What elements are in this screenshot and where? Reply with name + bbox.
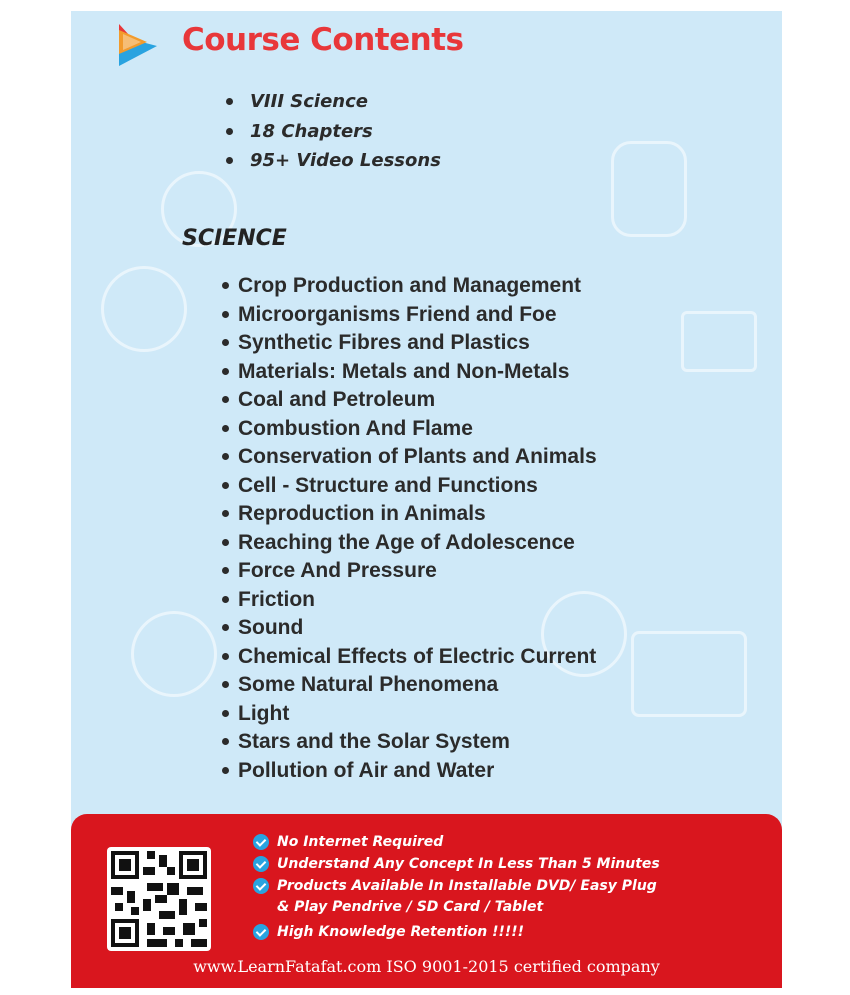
check-circle-icon — [253, 924, 269, 940]
doodle-decoration — [101, 266, 187, 352]
topic-item: Sound — [219, 615, 597, 644]
topic-item: Cell - Structure and Functions — [219, 473, 597, 502]
course-info-list — [224, 90, 441, 179]
list-item: 18 Chapters — [224, 120, 441, 150]
section-heading: SCIENCE — [182, 226, 287, 251]
topic-list — [219, 273, 597, 786]
doodle-decoration — [131, 611, 217, 697]
topic-item: Combustion And Flame — [219, 416, 597, 445]
topic-item: Reaching the Age of Adolescence — [219, 530, 597, 559]
topic-item: Force And Pressure — [219, 558, 597, 587]
check-circle-icon — [253, 856, 269, 872]
topic-item: Conservation of Plants and Animals — [219, 444, 597, 473]
list-item: 95+ Video Lessons — [224, 149, 441, 179]
list-item: VIII Science — [224, 90, 441, 120]
topic-item: Chemical Effects of Electric Current — [219, 644, 597, 673]
feature-item — [253, 922, 662, 943]
feature-item — [253, 854, 662, 875]
topic-item: Some Natural Phenomena — [219, 672, 597, 701]
qr-code-graphic — [107, 847, 211, 951]
feature-text: Understand Any Concept In Less Than 5 Minutes — [277, 856, 660, 872]
qr-code-icon — [107, 847, 211, 951]
topic-item: Pollution of Air and Water — [219, 758, 597, 787]
topic-item: Materials: Metals and Non-Metals — [219, 359, 597, 388]
doodle-decoration — [631, 631, 747, 717]
check-circle-icon — [253, 878, 269, 894]
feature-list — [253, 832, 662, 944]
feature-text: High Knowledge Retention !!!!! — [277, 924, 525, 940]
topic-item: Microorganisms Friend and Foe — [219, 302, 597, 331]
topic-item: Synthetic Fibres and Plastics — [219, 330, 597, 359]
topic-item: Light — [219, 701, 597, 730]
feature-text: No Internet Required — [277, 834, 444, 850]
feature-item — [253, 832, 662, 853]
footer-tagline: www.LearnFatafat.com ISO 9001-2015 certified company — [193, 957, 660, 976]
book-play-logo-icon — [117, 20, 159, 68]
footer-banner — [71, 814, 782, 988]
topic-item: Friction — [219, 587, 597, 616]
doodle-decoration — [611, 141, 687, 237]
feature-item — [253, 876, 662, 918]
check-circle-icon — [253, 834, 269, 850]
page-title: Course Contents — [182, 22, 464, 58]
topic-item: Crop Production and Management — [219, 273, 597, 302]
topic-item: Stars and the Solar System — [219, 729, 597, 758]
doodle-decoration — [681, 311, 757, 372]
topic-item: Coal and Petroleum — [219, 387, 597, 416]
topic-item: Reproduction in Animals — [219, 501, 597, 530]
feature-text: Products Available In Installable DVD/ Easy Plug & Play Pendrive / SD Card / Tablet — [277, 878, 657, 915]
